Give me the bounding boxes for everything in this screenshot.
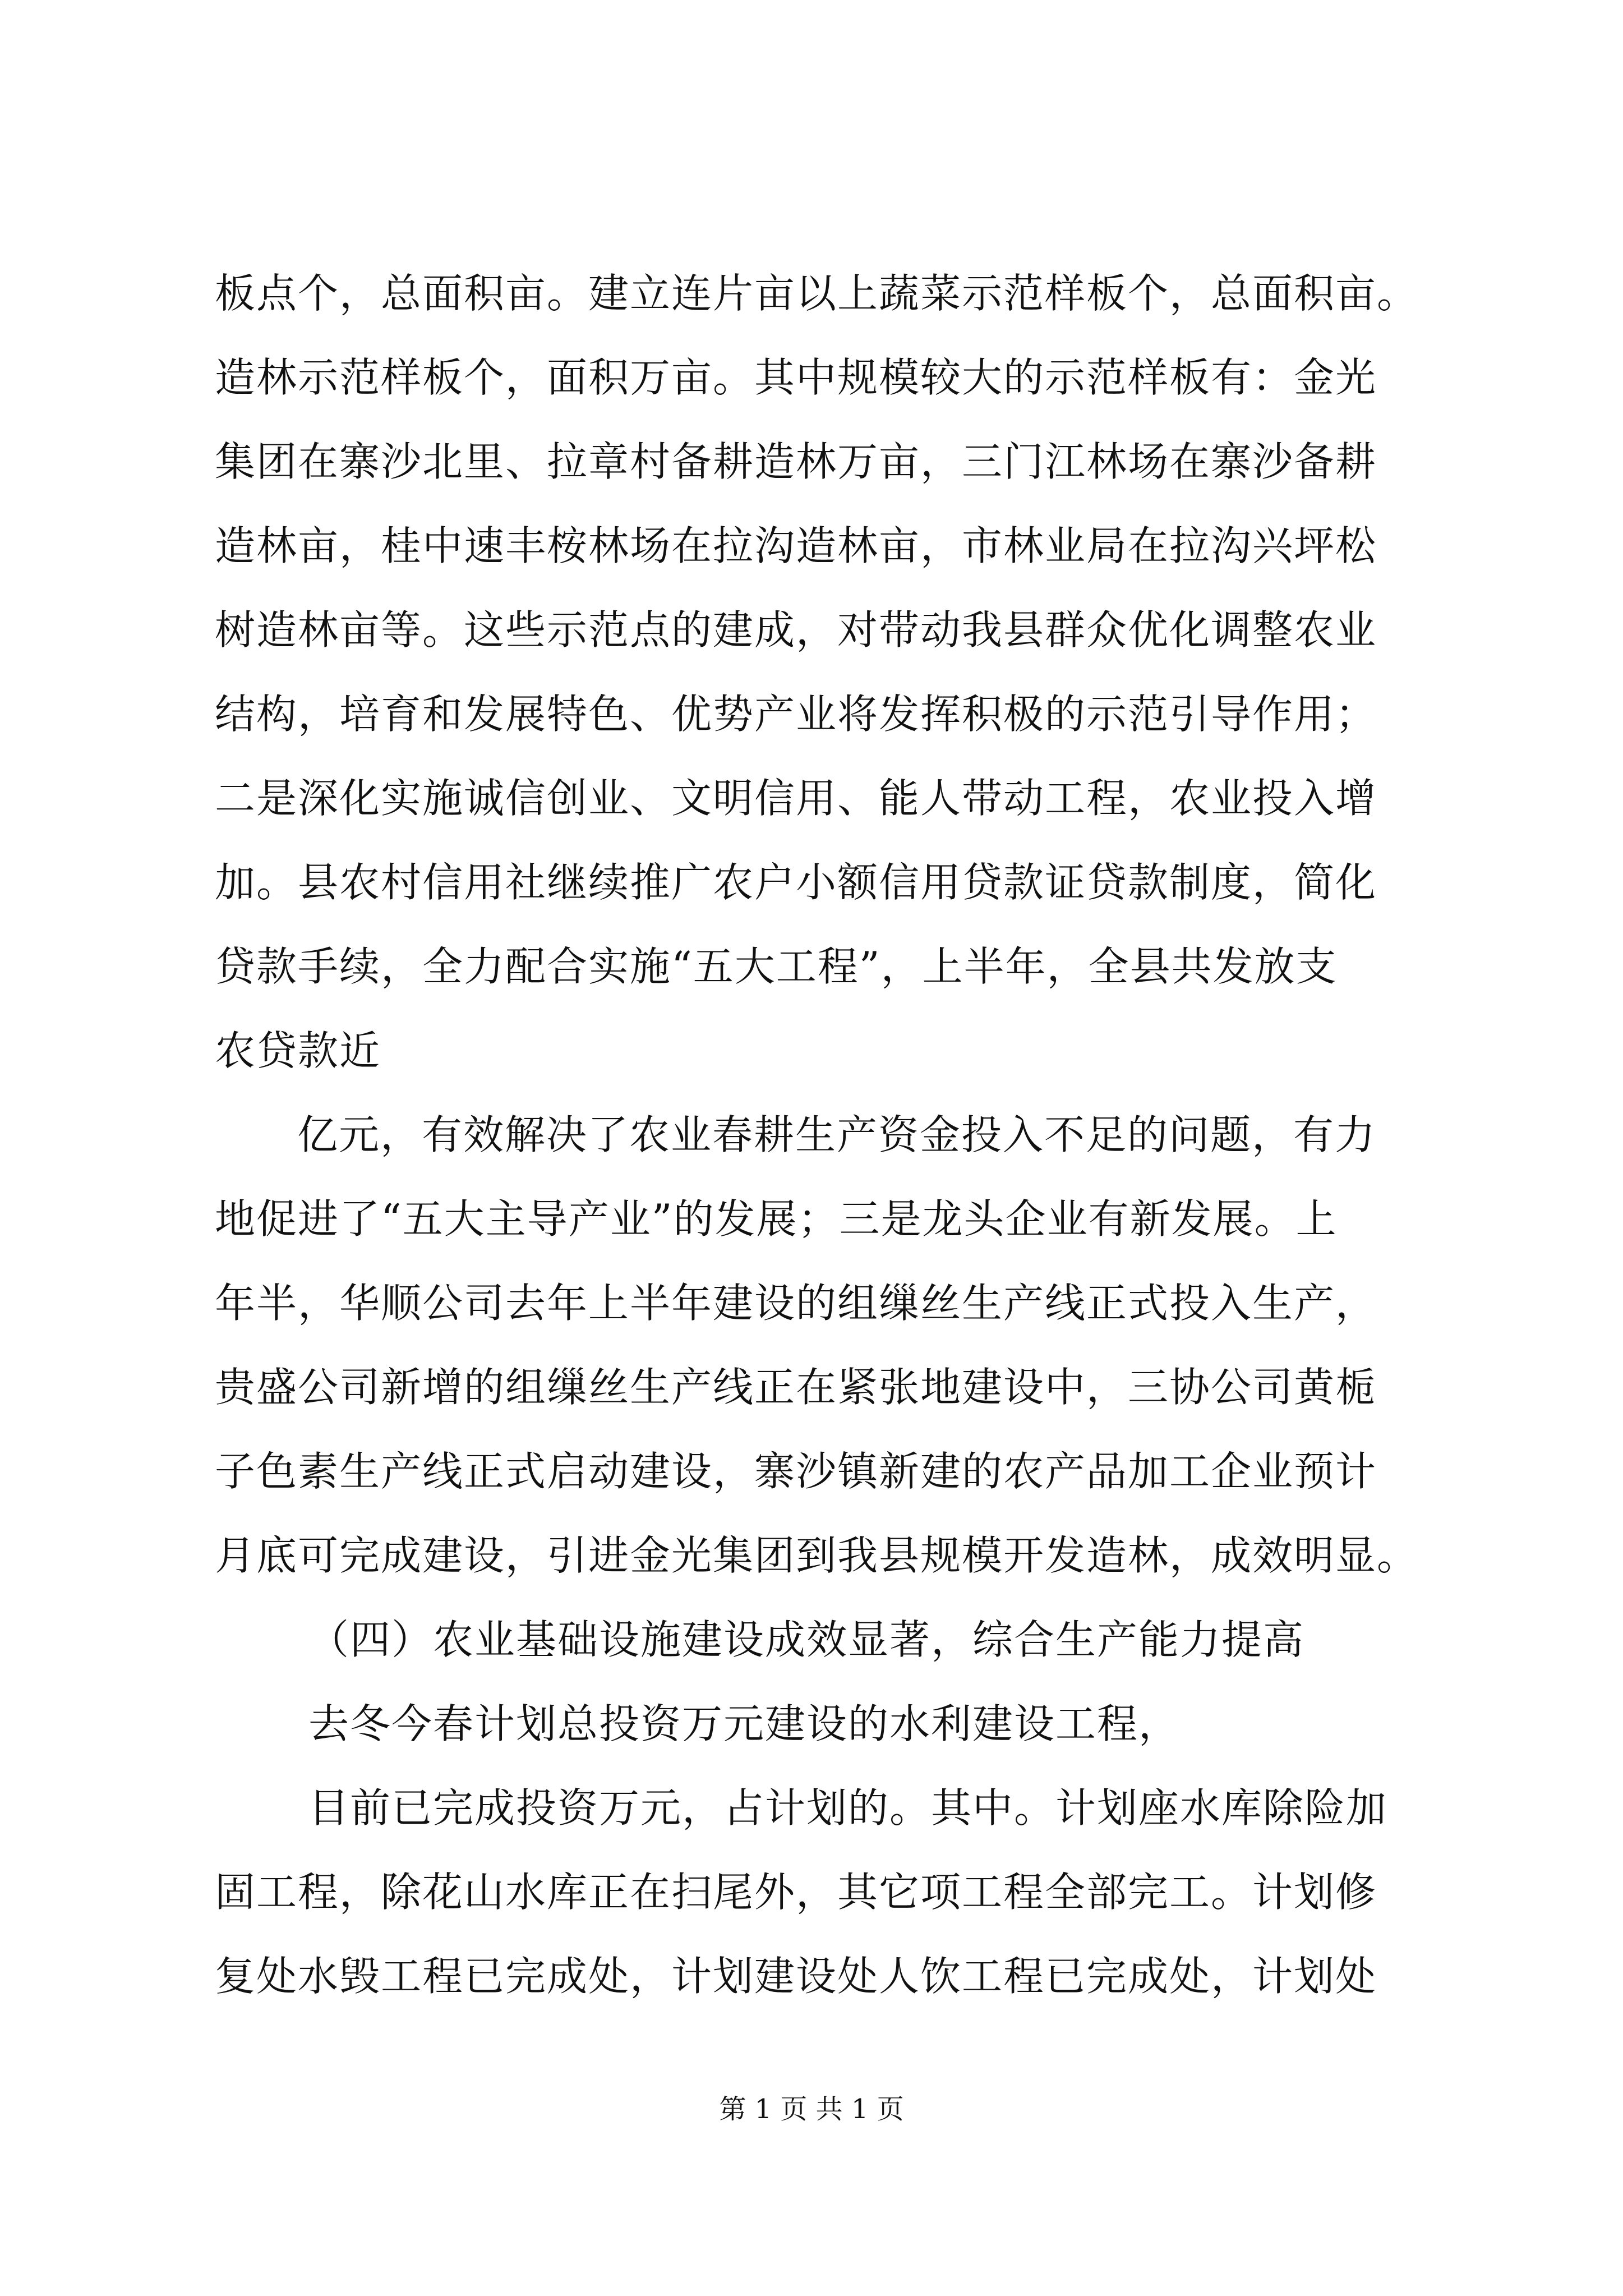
body-text-line: 贵盛公司新增的组缫丝生产线正在紧张地建设中，三协公司黄栀	[215, 1364, 1377, 1411]
body-text-line: 造林亩，桂中速丰桉林场在拉沟造林亩，市林业局在拉沟兴坪松	[215, 522, 1377, 569]
body-text-line: 树造林亩等。这些示范点的建成，对带动我县群众优化调整农业	[215, 606, 1377, 654]
body-text-line: 贷款手续，全力配合实施“五大工程”，上半年，全县共发放支	[215, 943, 1338, 990]
body-text-line: 结构，培育和发展特色、优势产业将发挥积极的示范引导作用；	[215, 691, 1377, 738]
paragraph-first-line: 目前已完成投资万元，占计划的。其中。计划座水库除险加	[308, 1784, 1388, 1832]
paragraph-first-line: 去冬今春计划总投资万元建设的水利建设工程，	[308, 1700, 1181, 1747]
body-text-line: 造林示范样板个，面积万亩。其中规模较大的示范样板有：金光	[215, 354, 1377, 401]
body-text-line: 板点个，总面积亩。建立连片亩以上蔬菜示范样板个，总面积亩。	[215, 270, 1419, 317]
body-text-line: 农贷款近	[215, 1027, 381, 1074]
section-heading: （四）农业基础设施建设成效显著，综合生产能力提高	[308, 1616, 1305, 1663]
page-footer: 第 1 页 共 1 页	[719, 2093, 904, 2125]
body-text-line: 年半，华顺公司去年上半年建设的组缫丝生产线正式投入生产，	[215, 1280, 1377, 1327]
body-text-line: 加。县农村信用社继续推广农户小额信用贷款证贷款制度，简化	[215, 859, 1377, 906]
body-text-line: 子色素生产线正式启动建设，寨沙镇新建的农产品加工企业预计	[215, 1448, 1377, 1495]
paragraph-first-line: 亿元，有效解决了农业春耕生产资金投入不足的问题，有力	[297, 1111, 1377, 1158]
body-text-line: 二是深化实施诚信创业、文明信用、能人带动工程，农业投入增	[215, 775, 1377, 822]
body-text-line: 复处水毁工程已完成处，计划建设处人饮工程已完成处，计划处	[215, 1953, 1377, 2000]
body-text-line: 地促进了“五大主导产业”的发展；三是龙头企业有新发展。上	[215, 1195, 1338, 1243]
body-text-line: 固工程，除花山水库正在扫尾外，其它项工程全部完工。计划修	[215, 1869, 1377, 1916]
body-text-line: 月底可完成建设，引进金光集团到我县规模开发造林，成效明显。	[215, 1532, 1419, 1579]
body-text-line: 集团在寨沙北里、拉章村备耕造林万亩，三门江林场在寨沙备耕	[215, 438, 1377, 485]
